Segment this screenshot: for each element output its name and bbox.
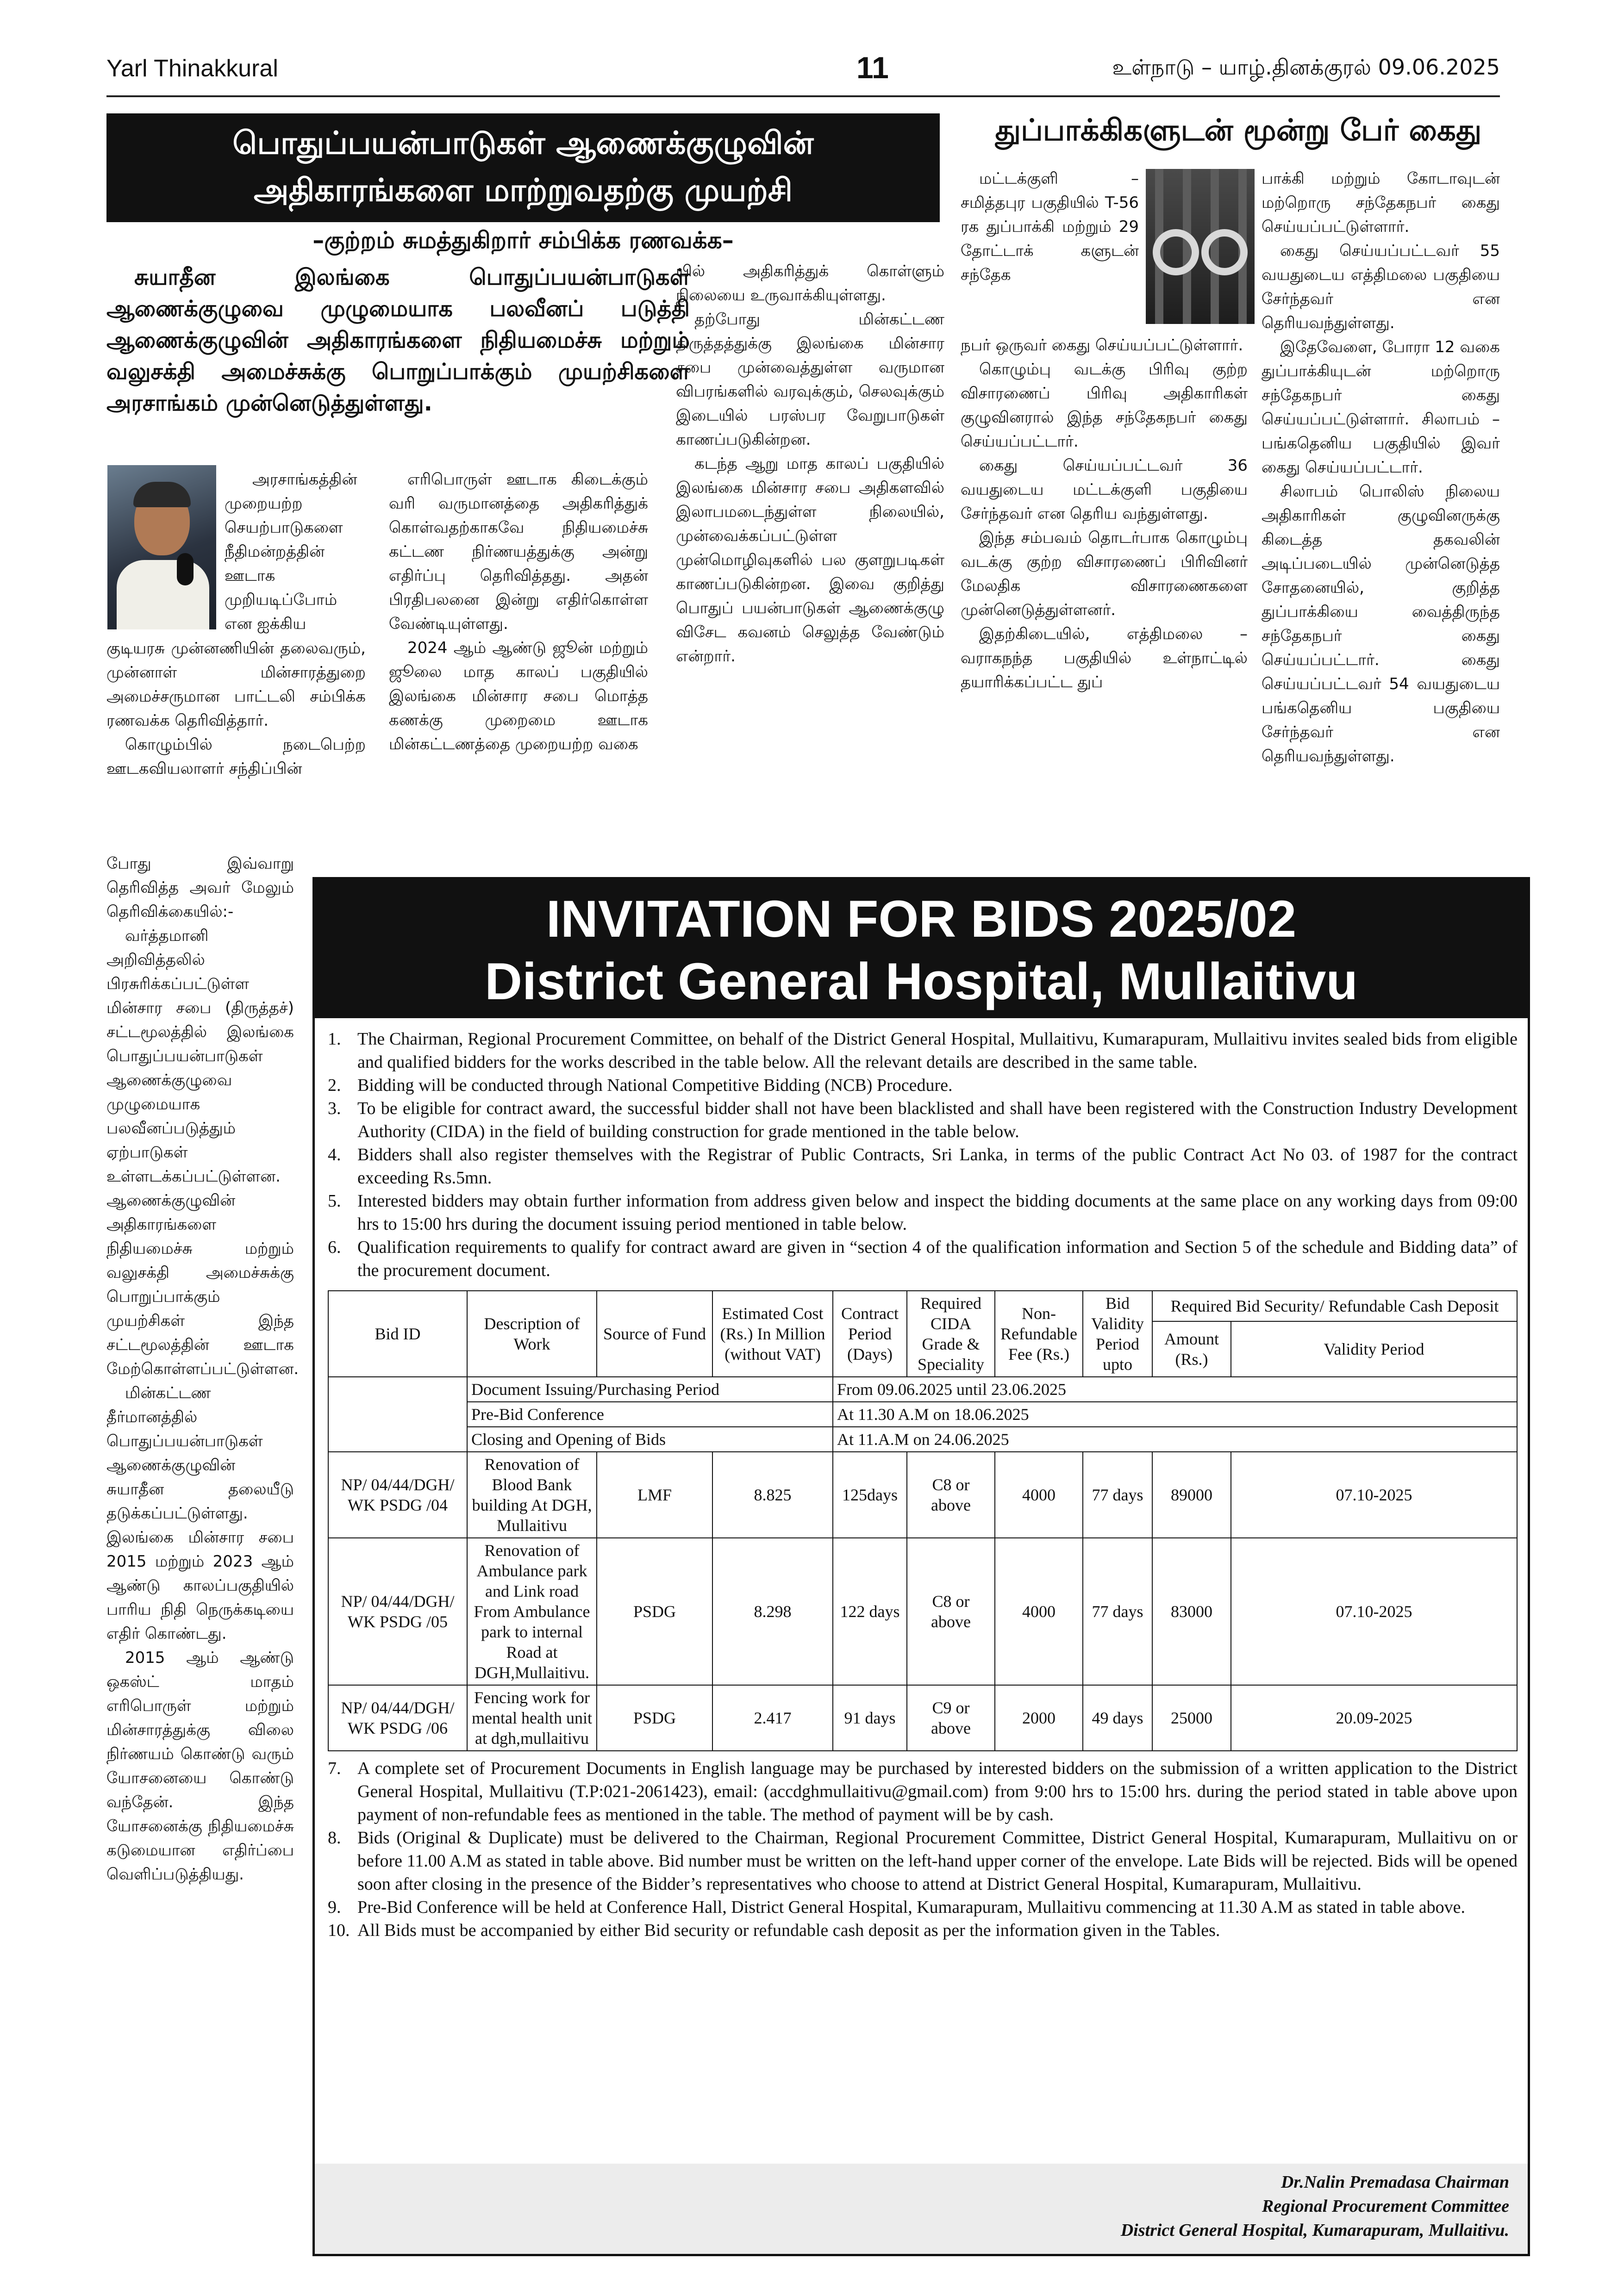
bid-item — [328, 1027, 1518, 1074]
bid-table — [328, 1290, 1518, 1751]
paragraph: போது இவ்வாறு தெரிவித்த அவர் மேலும் தெரிவிக்கையில்:- — [106, 854, 294, 921]
signature-line: District General Hospital, Kumarapuram, Mullaitivu. — [1120, 2221, 1509, 2240]
signature-line: Dr.Nalin Premadasa Chairman — [1280, 2172, 1509, 2192]
bid-notice-body — [328, 1027, 1518, 1942]
col-header: Required CIDA Grade & Speciality — [907, 1291, 995, 1377]
schedule-row — [328, 1402, 1517, 1427]
bid-item — [328, 1143, 1518, 1189]
table-row — [328, 1685, 1517, 1751]
article1-col1-top — [225, 467, 366, 636]
article2-headline: துப்பாக்கிகளுடன் மூன்று பேர் கைது — [995, 113, 1482, 148]
bid-item-number: 3. — [328, 1099, 341, 1118]
cell-amount: 89000 — [1152, 1452, 1231, 1538]
article1-col1-narrow — [106, 852, 299, 1886]
bid-item — [328, 1189, 1518, 1236]
schedule-value: At 11.30 A.M on 18.06.2025 — [833, 1402, 1517, 1427]
bid-notice — [312, 877, 1530, 2256]
signature-line: Regional Procurement Committee — [1262, 2196, 1509, 2216]
cell-cost: 2.417 — [712, 1685, 833, 1751]
cell-description: Fencing work for mental health unit at dgh,mullaitivu — [467, 1685, 597, 1751]
cell-amount: 25000 — [1152, 1685, 1231, 1751]
cell-cida: C9 or above — [907, 1685, 995, 1751]
bid-item-text: Interested bidders may obtain further information from address given below and inspect the bidding documents at the same place on any working days from 09:00 hrs to 15:00 hrs during the document issuing period mentioned in table below. — [357, 1191, 1518, 1234]
article1-col1 — [106, 636, 366, 781]
col-header: Amount (Rs.) — [1152, 1321, 1231, 1377]
bid-items-list — [328, 1757, 1518, 1942]
cell-description: Renovation of Blood Bank building At DGH, Mullaitivu — [467, 1452, 597, 1538]
handcuffs-photo — [1146, 169, 1255, 324]
paragraph: மின்கட்டண தீர்மானத்தில் பொதுப்பயன்பாடுகள் ஆணைக்குழுவின் சுயாதீன தலையீடு தடுக்கப்பட்டுள்ளது. இலங்கை மின்சார சபை 2015 மற்றும் 2023 ஆம் ஆண்டு காலப்பகுதியில் பாரிய நிதி நெருக்கடியை எதிர் கொண்டது. — [106, 1384, 294, 1643]
bid-item-text: Bids (Original & Duplicate) must be delivered to the Chairman, Regional Procurement Committee, District General Hospital, Kumarapuram, Mullaitivu on or before 11.00 A.M as stated in table above. Bid number must be written on the left-hand upper corner of the envelope. Late Bids will be rejected. Bids will be opened soon after closing in the presence of the Bidder’s representatives who choose to attend at District General Hospital, Kumarapuram, Mullaitivu. — [357, 1828, 1518, 1894]
article2-col2 — [1262, 167, 1500, 768]
paragraph: வர்த்தமானி அறிவித்தலில் பிரசுரிக்கப்பட்டுள்ள மின்சார சபை (திருத்தச்) சட்டமூலத்தில் இலங்கை பொதுப்பயன்பாடுகள் ஆணைக்குழுவை முழுமையாக பலவீனப்படுத்தும் ஏற்பாடுகள் உள்ளடக்கப்பட்டுள்ளன. ஆணைக்குழுவின் அதிகாரங்களை நிதியமைச்சு மற்றும் வலுசக்தி அமைச்சுக்கு பொறுப்பாக்கும் முயற்சிகள் இந்த சட்டமூலத்தின் ஊடாக மேற்கொள்ளப்பட்டுள்ளன. — [106, 927, 299, 1378]
paragraph: மட்டக்குளி – சமித்தபுர பகுதியில் T-56 ரக துப்பாக்கி மற்றும் 29 தோட்டாக் களுடன் சந்தேக — [961, 169, 1139, 284]
col-header: Non-Refundable Fee (Rs.) — [995, 1291, 1083, 1377]
paragraph: 2015 ஆம் ஆண்டு ஒகஸ்ட் மாதம் எரிபொருள் மற்றும் மின்சாரத்துக்கு விலை நிர்ணயம் கொண்டு வரும் யோசனையை கொண்டு வந்தேன். இந்த யோசனைக்கு நிதியமைச்சு கடுமையான எதிர்ப்பை வெளிப்படுத்தியது. — [106, 1649, 294, 1884]
bid-item-number: 7. — [328, 1759, 341, 1778]
article1-col2 — [389, 467, 648, 756]
bid-item — [328, 1757, 1518, 1826]
section-date: உள்நாடு – யாழ்.தினக்குரல் 09.06.2025 — [1112, 55, 1500, 80]
bid-item-number: 2. — [328, 1076, 341, 1095]
paragraph: நபர் ஒருவர் கைது செய்யப்பட்டுள்ளார். — [961, 336, 1243, 355]
paragraph: இந்த சம்பவம் தொடர்பாக கொழும்பு வடக்கு குற்ற விசாரணைப் பிரிவினர் மேலதிக விசாரணைகளை முன்னெடுத்துள்ளனர். — [961, 529, 1248, 619]
article1-col3 — [676, 259, 944, 668]
table-row — [328, 1452, 1517, 1538]
cell-validity-period: 07.10-2025 — [1231, 1452, 1517, 1538]
schedule-label: Document Issuing/Purchasing Period — [467, 1377, 833, 1402]
table-row — [328, 1538, 1517, 1685]
schedule-row — [328, 1377, 1517, 1402]
masthead — [106, 46, 1500, 97]
paragraph: கைது செய்யப்பட்டவர் 36 வயதுடைய மட்டக்குளி பகுதியை சேர்ந்தவர் என தெரிய வந்துள்ளது. — [961, 456, 1248, 523]
article2-col1-top — [961, 167, 1139, 287]
bid-item-text: All Bids must be accompanied by either Bid security or refundable cash deposit as per the information given in the Tables. — [357, 1921, 1220, 1940]
bid-item — [328, 1074, 1518, 1097]
cell-source: LMF — [597, 1452, 712, 1538]
cell-cida: C8 or above — [907, 1452, 995, 1538]
cell-fee: 4000 — [995, 1538, 1083, 1685]
bid-item — [328, 1826, 1518, 1896]
schedule-value: At 11.A.M on 24.06.2025 — [833, 1427, 1517, 1452]
bid-item-number: 9. — [328, 1898, 341, 1917]
cell-fee: 4000 — [995, 1452, 1083, 1538]
paper-name: Yarl Thinakkural — [106, 55, 278, 82]
bid-item-text: A complete set of Procurement Documents in English language may be purchased by interested bidders on the submission of a written application to the District General Hospital, Mullaitivu (T.P:021-2061423), email: (accdghmullaitivu@gmail.com) from 9:00 hrs to 15:00 hrs. during the period stated in table above upon payment of non-refundable fees as mentioned in the table. The method of payment will be by cash. — [357, 1759, 1518, 1824]
cell-source: PSDG — [597, 1538, 712, 1685]
cell-period: 125days — [833, 1452, 907, 1538]
bid-item-number: 8. — [328, 1828, 341, 1848]
paragraph: அரசாங்கத்தின் முறையற்ற செயற்பாடுகளை நீதிமன்றத்தின் ஊடாக முறியடிப்போம் என ஐக்கிய — [225, 470, 357, 633]
cell-validity: 77 days — [1083, 1538, 1152, 1685]
bid-item-number: 6. — [328, 1238, 341, 1257]
bid-item-number: 1. — [328, 1029, 341, 1049]
col-header: Contract Period (Days) — [833, 1291, 907, 1377]
paragraph: தற்போது மின்கட்டண திருத்தத்துக்கு இலங்கை மின்சார சபை முன்வைத்துள்ள வருமான விபரங்களில் வரவுக்கும், செலவுக்கும் இடையில் பரஸ்பர வேறுபாடுகள் காணப்படுகின்றன. — [676, 310, 944, 449]
cell-bid-id: NP/ 04/44/DGH/ WK PSDG /06 — [328, 1685, 467, 1751]
bid-item — [328, 1896, 1518, 1919]
cell-amount: 83000 — [1152, 1538, 1231, 1685]
cell-validity-period: 07.10-2025 — [1231, 1538, 1517, 1685]
article1-lead: சுயாதீன இலங்கை பொதுப்பயன்பாடுகள் ஆணைக்குழுவை முழுமையாக பலவீனப் படுத்தி ஆணைக்குழுவின் அதிகாரங்களை நிதியமைச்சு மற்றும் வலுசக்தி அமைச்சுக்கு பொறுப்பாக்கும் முயற்சிகளை அரசாங்கம் முன்னெடுத்துள்ளது. — [106, 264, 690, 416]
paragraph: 2024 ஆம் ஆண்டு ஜூன் மற்றும் ஜூலை மாத காலப் பகுதியில் இலங்கை மின்சார சபை மொத்த கணக்கு முறைமை ஊடாக மின்கட்டணத்தை முறையற்ற வகை — [389, 639, 648, 753]
schedule-label: Closing and Opening of Bids — [467, 1427, 833, 1452]
cell-period: 91 days — [833, 1685, 907, 1751]
col-header: Required Bid Security/ Refundable Cash Deposit — [1152, 1291, 1517, 1321]
headline-line1: பொதுப்பயன்பாடுகள் ஆணைக்குழுவின் — [232, 125, 814, 162]
paragraph: கைது செய்யப்பட்டவர் 55 வயதுடைய எத்திமலை பகுதியை சேர்ந்தவர் என தெரியவந்துள்ளது. — [1262, 242, 1500, 332]
paragraph: யில் அதிகரித்துக் கொள்ளும் நிலையை உருவாக்கியுள்ளது. — [676, 262, 944, 305]
page-number: 11 — [856, 50, 889, 85]
headline-line2: அதிகாரங்களை மாற்றுவதற்கு முயற்சி — [254, 172, 793, 209]
schedule-row — [328, 1427, 1517, 1452]
cell-description: Renovation of Ambulance park and Link road From Ambulance park to internal Road at DGH,Mullaitivu. — [467, 1538, 597, 1685]
paragraph: கொழும்பில் நடைபெற்ற ஊடகவியலாளர் சந்திப்பின் — [106, 735, 366, 778]
paragraph: கடந்த ஆறு மாத காலப் பகுதியில் இலங்கை மின்சார சபை அதிகளவில் இலாபமடைந்துள்ள நிலையில், முன்வைக்கப்பட்டுள்ள முன்மொழிவுகளில் பல குளறுபடிகள் காணப்படுகின்றன. இவை குறித்து பொதுப் பயன்பாடுகள் ஆணைக்குழு விசேட கவனம் செலுத்த வேண்டும் என்றார். — [676, 454, 944, 666]
bid-title: INVITATION FOR BIDS 2025/02 — [546, 890, 1297, 948]
cell-validity: 49 days — [1083, 1685, 1152, 1751]
bid-hospital: District General Hospital, Mullaitivu — [485, 952, 1358, 1010]
bid-item — [328, 1919, 1518, 1942]
speaker-photo — [107, 465, 216, 629]
schedule-label: Pre-Bid Conference — [467, 1402, 833, 1427]
bid-item-text: Qualification requirements to qualify for contract award are given in “section 4 of the qualification information and Section 5 of the schedule and Bidding data” of the procurement document. — [357, 1238, 1518, 1280]
bid-item-text: Pre-Bid Conference will be held at Conference Hall, District General Hospital, Kumarapuram, Mullaitivu commencing at 11.30 A.M as stated in table above. — [357, 1898, 1465, 1917]
article1-headline — [106, 113, 940, 222]
bid-item — [328, 1236, 1518, 1282]
cell-cost: 8.825 — [712, 1452, 833, 1538]
cell-bid-id: NP/ 04/44/DGH/ WK PSDG /05 — [328, 1538, 467, 1685]
bid-item-number: 4. — [328, 1145, 341, 1164]
cell-validity-period: 20.09-2025 — [1231, 1685, 1517, 1751]
paragraph: குடியரசு முன்னணியின் தலைவரும், முன்னாள் மின்சாரத்துறை அமைச்சருமான பாட்டலி சம்பிக்க ரணவக்க தெரிவித்தார். — [106, 639, 366, 730]
paragraph: கொழும்பு வடக்கு பிரிவு குற்ற விசாரணைப் பிரிவு அதிகாரிகள் குழுவினரால் இந்த சந்தேகநபர் கைது செய்யப்பட்டார். — [961, 360, 1248, 451]
cell-bid-id: NP/ 04/44/DGH/ WK PSDG /04 — [328, 1452, 467, 1538]
cell-period: 122 days — [833, 1538, 907, 1685]
cell-validity: 77 days — [1083, 1452, 1152, 1538]
col-header: Estimated Cost (Rs.) In Million (without VAT) — [712, 1291, 833, 1377]
paragraph: சிலாபம் பொலிஸ் நிலைய அதிகாரிகள் குழுவினருக்கு கிடைத்த தகவலின் அடிப்படையில் முன்னெடுத்த சோதனையில், குறித்த துப்பாக்கியை வைத்திருந்த சந்தேகநபர் கைது செய்யப்பட்டார். கைது செய்யப்பட்டவர் 54 வயதுடைய பங்கதெனிய பகுதியை சேர்ந்தவர் என தெரியவந்துள்ளது. — [1262, 482, 1500, 765]
bid-item-text: Bidding will be conducted through National Competitive Bidding (NCB) Procedure. — [357, 1076, 953, 1095]
bid-item — [328, 1097, 1518, 1143]
bid-item-text: To be eligible for contract award, the successful bidder shall not have been blacklisted and shall have been registered with the Construction Industry Development Authority (CIDA) in the field of building construction for grade mentioned in the table below. — [357, 1099, 1518, 1141]
col-header: Bid ID — [328, 1291, 467, 1377]
bid-item-text: The Chairman, Regional Procurement Committee, on behalf of the District General Hospital, Mullaitivu, Kumarapuram, Mullaitivu invites sealed bids from eligible and qualified bidders for the works described in the table below. All the relevant details are described in the same table. — [357, 1029, 1518, 1072]
bid-item-number: 10. — [328, 1921, 350, 1940]
cell-source: PSDG — [597, 1685, 712, 1751]
paragraph: இதேவேளை, போரா 12 வகை துப்பாக்கியுடன் மற்றொரு சந்தேகநபர் கைது செய்யப்பட்டுள்ளார். சிலாபம் – பங்கதெனிய பகுதியில் இவர் கைது செய்யப்பட்டார். — [1262, 338, 1500, 477]
bid-items-list — [328, 1027, 1518, 1282]
blank-cell — [328, 1377, 467, 1452]
schedule-value: From 09.06.2025 until 23.06.2025 — [833, 1377, 1517, 1402]
col-header: Validity Period — [1231, 1321, 1517, 1377]
cell-fee: 2000 — [995, 1685, 1083, 1751]
article1-subheadline: –குற்றம் சுமத்துகிறார் சம்பிக்க ரணவக்க– — [312, 227, 734, 254]
col-header: Source of Fund — [597, 1291, 712, 1377]
cell-cida: C8 or above — [907, 1538, 995, 1685]
article2-col1 — [961, 333, 1248, 694]
paragraph: இதற்கிடையில், எத்திமலை – வராகநந்த பகுதியில் உள்நாட்டில் தயாரிக்கப்பட்ட துப் — [961, 625, 1248, 691]
col-header: Description of Work — [467, 1291, 597, 1377]
bid-item-number: 5. — [328, 1191, 341, 1211]
signature-block — [1121, 2170, 1509, 2242]
paragraph: பாக்கி மற்றும் கோடாவுடன் மற்றொரு சந்தேகநபர் கைது செய்யப்பட்டுள்ளார். — [1262, 169, 1500, 236]
col-header: Bid Validity Period upto — [1083, 1291, 1152, 1377]
paragraph: எரிபொருள் ஊடாக கிடைக்கும் வரி வருமானத்தை அதிகரித்துக் கொள்வதற்காகவே நிதியமைச்சு கட்டண நிர்ணயத்துக்கு அன்று எதிர்ப்பு தெரிவித்தது. அதன் பிரதிபலனை இன்று எதிர்கொள்ள வேண்டியுள்ளது. — [389, 470, 648, 633]
bid-item-text: Bidders shall also register themselves with the Registrar of Public Contracts, Sri Lanka, in terms of the public Contract Act No 03. of 1987 for the contract exceeding Rs.5mn. — [357, 1145, 1518, 1188]
bid-notice-header — [315, 879, 1528, 1018]
cell-cost: 8.298 — [712, 1538, 833, 1685]
